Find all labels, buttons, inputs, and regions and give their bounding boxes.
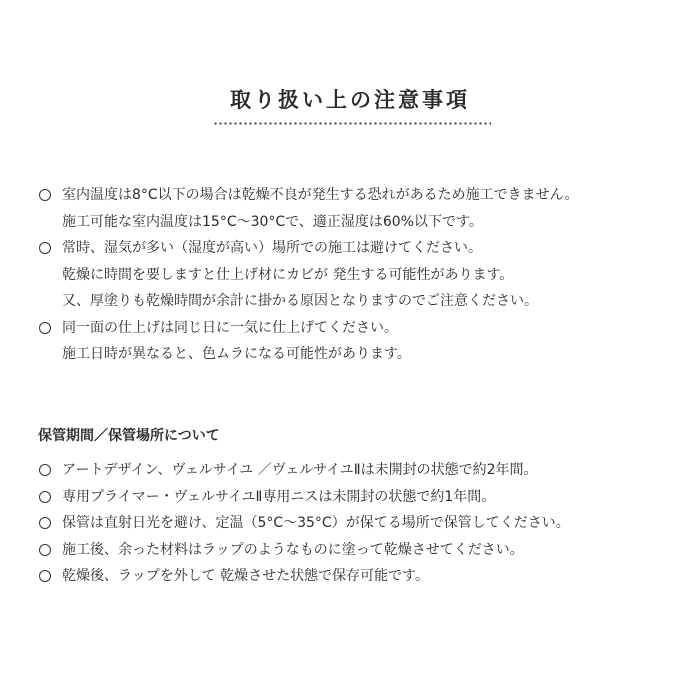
page-title: 取り扱い上の注意事項 xyxy=(230,88,470,112)
list-item-continuation xyxy=(38,262,678,289)
list-item-text: アートデザイン、ヴェルサイユ ／ヴェルサイユⅡは未開封の状態で約2年間。 xyxy=(62,462,538,478)
circle-bullet-icon xyxy=(39,189,51,201)
precautions-section xyxy=(38,182,678,368)
list-item xyxy=(38,484,678,511)
list-item-text: 常時、湿気が多い（湿度が高い）場所での施工は避けてください。 xyxy=(62,240,482,256)
list-item xyxy=(38,235,678,262)
list-item-text: 施工日時が異なると、色ムラになる可能性があります。 xyxy=(62,346,411,362)
list-item-text: 室内温度は8°C以下の場合は乾燥不良が発生する恐れがあるため施工できません。 xyxy=(62,187,579,203)
list-item-text: 専用プライマー・ヴェルサイユⅡ専用ニスは未開封の状態で約1年間。 xyxy=(62,488,496,505)
list-item-text: 同一面の仕上げは同じ日に一気に仕上げてください。 xyxy=(62,319,398,336)
list-item-text: 施工可能な室内温度は15°C〜30°Cで、適正湿度は60%以下です。 xyxy=(62,213,483,230)
list-item xyxy=(38,510,678,537)
list-item-text: 乾燥後、ラップを外して 乾燥させた状態で保存可能です。 xyxy=(62,568,430,584)
list-item-text: 乾燥に時間を要しますと仕上げ材にカビが 発生する可能性があります。 xyxy=(62,266,514,283)
list-item xyxy=(38,563,678,590)
list-item-continuation xyxy=(38,209,678,236)
list-item-text: 又、厚塗りも乾燥時間が余計に掛かる原因となりますのでご注意ください。 xyxy=(62,293,538,309)
list-item-text: 施工後、余った材料はラップのようなものに塗って乾燥させてください。 xyxy=(62,541,524,558)
circle-bullet-icon xyxy=(39,242,51,254)
list-item-continuation xyxy=(38,288,678,315)
circle-bullet-icon xyxy=(39,464,51,476)
circle-bullet-icon xyxy=(39,517,51,529)
storage-section-heading: 保管期間／保管場所について xyxy=(38,428,220,444)
list-item xyxy=(38,457,678,484)
list-item xyxy=(38,315,678,342)
list-item-continuation xyxy=(38,341,678,368)
circle-bullet-icon xyxy=(39,491,51,503)
list-item xyxy=(38,182,678,209)
circle-bullet-icon xyxy=(39,544,51,556)
title-dotted-divider xyxy=(213,122,491,125)
circle-bullet-icon xyxy=(39,322,51,334)
list-item-text: 保管は直射日光を避け、定温（5°C〜35°C）が保てる場所で保管してください。 xyxy=(62,515,570,531)
circle-bullet-icon xyxy=(39,570,51,582)
list-item xyxy=(38,537,678,564)
storage-section xyxy=(38,424,678,590)
